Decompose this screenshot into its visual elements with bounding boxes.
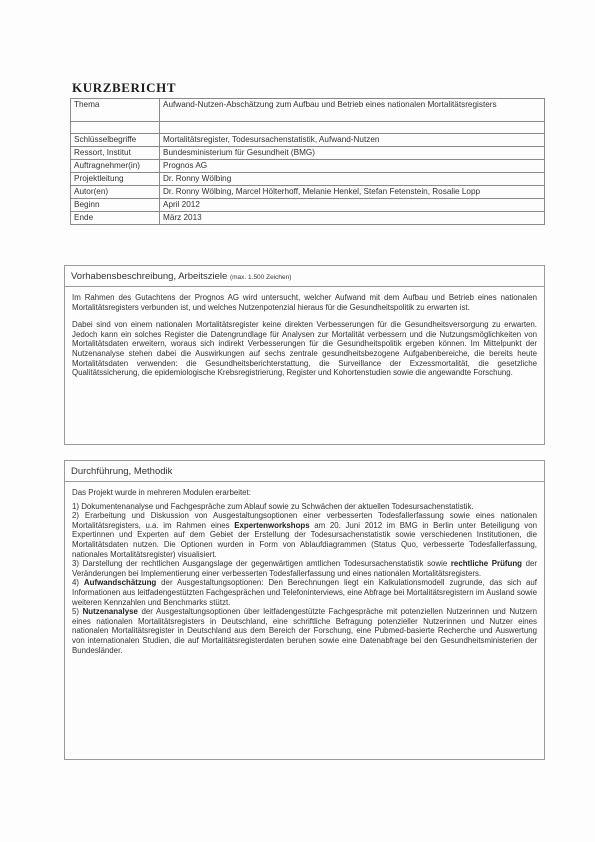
meta-value: Prognos AG xyxy=(160,160,545,173)
section-methodology-heading: Durchführung, Methodik xyxy=(65,461,544,482)
meta-key: Ende xyxy=(71,212,160,225)
meta-value: Mortalitätsregister, Todesursachenstatistik, Aufwand-Nutzen xyxy=(160,134,545,147)
list-item-text: der Ausgestaltungsoptionen: Den Berechnungen liegt ein Kalkulationsmodell zugrunde, das sich auf Informationen aus leitfadengestützten Fachgesprächen und Telefoninterviews, eine Abfrage bei Mortalitätsregistern im Ausland sowie weiteren Kennzahlen und Benchmarks stützt. xyxy=(72,578,537,607)
list-item-emphasis: Nutzenanalyse xyxy=(82,607,138,617)
meta-row-start xyxy=(71,199,545,212)
meta-key: Autor(en) xyxy=(71,186,160,199)
meta-row-lead xyxy=(71,173,545,186)
list-item-text: 4) xyxy=(72,578,84,588)
list-item-text: der Veränderungen bei Implementierung einer verbesserten Todesfallerfassung und eines nationalen Mortalitätsregisters. xyxy=(72,559,537,578)
meta-row-keywords xyxy=(71,134,545,147)
meta-key: Projektleitung xyxy=(71,173,160,186)
list-item xyxy=(72,578,537,607)
list-item-text: 2) Erarbeitung und Diskussion von Ausgestaltungsoptionen einer verbesserten Todesfallerfassung sowie eines nationalen Mortalitätsregisters, u.a. im Rahmen eines xyxy=(72,511,537,530)
meta-spacer xyxy=(71,122,545,134)
section-description-heading xyxy=(65,266,544,287)
list-item xyxy=(72,607,537,655)
section-description-body xyxy=(65,287,544,378)
meta-value: März 2013 xyxy=(160,212,545,225)
list-item-emphasis: rechtliche Prüfung xyxy=(450,559,522,569)
meta-row-end xyxy=(71,212,545,225)
list-item-emphasis: Aufwandschätzung xyxy=(83,578,157,588)
meta-value: Bundesministerium für Gesundheit (BMG) xyxy=(160,147,545,160)
meta-value: Dr. Ronny Wölbing, Marcel Hölterhoff, Melanie Henkel, Stefan Fetenstein, Rosalie Lopp xyxy=(160,186,545,199)
list-item-text: am 20. Juni 2012 im BMG in Berlin unter Beteiligung von Expertinnen und Experten auf dem Gebiet der Erstellung der Todesursachenstatistik sowie verschiedenen Institutionen, die Mortalitätsdaten nutzen. Die Optionen wurden in Form von Ablaufdiagrammen (Status Quo, verbesserte Todesfallerfassung, nationales Mortalitätsregister) visualisiert. xyxy=(72,520,537,559)
meta-value: April 2012 xyxy=(160,199,545,212)
list-item xyxy=(72,559,537,578)
meta-value: Aufwand-Nutzen-Abschätzung zum Aufbau und Betrieb eines nationalen Mortalitätsregisters xyxy=(160,99,545,122)
meta-key: Ressort, Institut xyxy=(71,147,160,160)
meta-value: Dr. Ronny Wölbing xyxy=(160,173,545,186)
section-description xyxy=(64,265,545,445)
paragraph: Dabei sind von einem nationalen Mortalitätsregister keine direkten Verbesserungen für die Gesundheitsversorgung zu erwarten. Jedoch kann ein solches Register die Datengrundlage für Analysen zur Mortalität verbessern und die Nutzungsmöglichkeiten von Mortalitätsdaten erweitern, woraus sich indirekt Verbesserungen für die Gesundheitspolitik ergeben können. Im Mittelpunkt der Nutzenanalyse stehen dabei die Auswirkungen auf sechs zentrale gesundheitsbezogene Aufgabenbereiche, die bereits heute Mortalitätsdaten verwenden: die Gesundheitsberichterstattung, die Surveillance der Exzessmortalität, die gesetzliche Qualitätssicherung, die epidemiologische Krebsregistrierung, Register und Kohortenstudien sowie die angewandte Forschung. xyxy=(72,320,537,378)
section-heading-text: Vorhabensbeschreibung, Arbeitsziele xyxy=(71,271,228,282)
meta-row-authors xyxy=(71,186,545,199)
section-methodology xyxy=(64,460,545,760)
meta-key: Beginn xyxy=(71,199,160,212)
meta-key: Thema xyxy=(71,99,160,122)
list-item-text: 1) Dokumentenanalyse und Fachgespräche zum Ablauf sowie zu Schwächen der aktuellen Todesursachenstatistik. xyxy=(72,501,474,511)
meta-row-thema xyxy=(71,99,545,122)
section-methodology-body xyxy=(65,482,544,655)
list-item-text: der Ausgestaltungsoptionen über leitfadengestützte Fachgespräche mit potenziellen Nutzerinnen und Nutzern eines nationalen Mortalitätsregisters in Deutschland, eine schriftliche Befragung potenzieller Nutzerinnen und Nutzer eines nationalen Mortalitätsregister in Deutschland aus dem Bereich der Forschung, eine Pubmed-basierte Recherche und Auswertung von internationalen Studien, die auf Mortalitätsregisterdaten beruhen sowie eine Datenabfrage bei den Gesundheitsministerien der Bundesländer. xyxy=(72,607,537,655)
paragraph: Das Projekt wurde in mehreren Modulen erarbeitet: xyxy=(72,488,251,497)
section-heading-note: (max. 1.500 Zeichen) xyxy=(229,274,292,281)
report-title: KURZBERICHT xyxy=(72,80,177,95)
meta-row-ressort xyxy=(71,147,545,160)
list-item-text: 5) xyxy=(72,607,83,617)
meta-row-contractor xyxy=(71,160,545,173)
list-item-text: 3) Darstellung der rechtlichen Ausgangslage der gegenwärtigen amtlichen Todesursachenstatistik sowie xyxy=(72,559,451,569)
list-item xyxy=(72,511,537,559)
paragraph: Im Rahmen des Gutachtens der Prognos AG wird untersucht, welcher Aufwand mit dem Aufbau und Betrieb eines nationalen Mortalitätsregisters verbunden ist, und welches Nutzenpotenzial hieraus für die Gesundheitspolitik zu erwarten ist. xyxy=(72,293,537,312)
meta-key: Schlüsselbegriffe xyxy=(71,134,160,147)
list-item xyxy=(72,502,537,512)
report-meta-table xyxy=(70,98,545,225)
meta-key: Auftragnehmer(in) xyxy=(71,160,160,173)
list-item-emphasis: Expertenworkshops xyxy=(234,520,310,530)
